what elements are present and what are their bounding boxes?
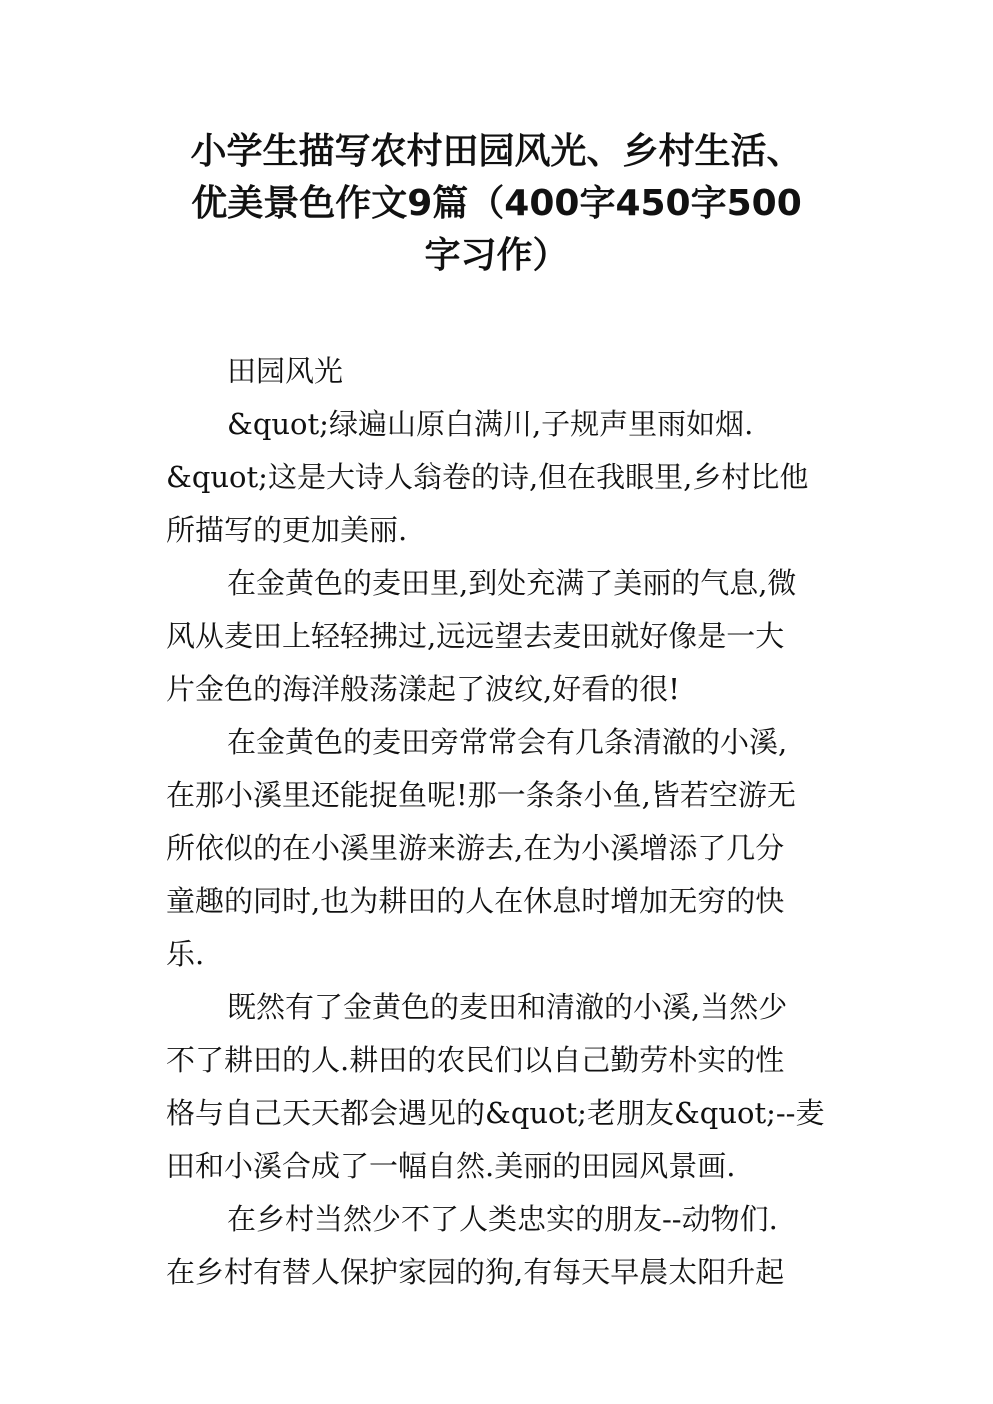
- body-line: &quot;绿遍山原白满川,子规声里雨如烟.: [227, 407, 754, 441]
- body-line: 田和小溪合成了一幅自然.美丽的田园风景画.: [166, 1149, 736, 1183]
- title-line: 字习作）: [424, 235, 569, 276]
- document-body: [166, 345, 830, 1299]
- body-line: 风从麦田上轻轻拂过,远远望去麦田就好像是一大: [166, 619, 785, 653]
- body-line: &quot;这是大诗人翁卷的诗,但在我眼里,乡村比他: [166, 460, 809, 494]
- body-line: 片金色的海洋般荡漾起了波纹,好看的很!: [166, 672, 680, 706]
- document-title: [150, 126, 843, 282]
- body-line: 在那小溪里还能捉鱼呢!那一条条小鱼,皆若空游无: [166, 778, 796, 812]
- body-line: 不了耕田的人.耕田的农民们以自己勤劳朴实的性: [166, 1043, 785, 1077]
- body-line: 所依似的在小溪里游来游去,在为小溪增添了几分: [166, 831, 785, 865]
- body-line: 在金黄色的麦田里,到处充满了美丽的气息,微: [227, 566, 797, 600]
- body-line: 乐.: [166, 937, 205, 971]
- body-line: 既然有了金黄色的麦田和清澈的小溪,当然少: [227, 990, 788, 1024]
- body-line: 在乡村当然少不了人类忠实的朋友--动物们.: [227, 1202, 778, 1236]
- body-line: 童趣的同时,也为耕田的人在休息时增加无穷的快: [166, 884, 785, 918]
- title-line: 小学生描写农村田园风光、乡村生活、: [190, 131, 803, 172]
- body-line: 所描写的更加美丽.: [166, 513, 408, 547]
- body-line: 格与自己天天都会遇见的&quot;老朋友&quot;--麦: [166, 1096, 825, 1130]
- title-line: 优美景色作文9篇（400字450字500: [191, 183, 802, 224]
- body-line: 田园风光: [227, 354, 344, 388]
- body-line: 在金黄色的麦田旁常常会有几条清澈的小溪,: [227, 725, 788, 759]
- body-line: 在乡村有替人保护家园的狗,有每天早晨太阳升起: [166, 1255, 785, 1289]
